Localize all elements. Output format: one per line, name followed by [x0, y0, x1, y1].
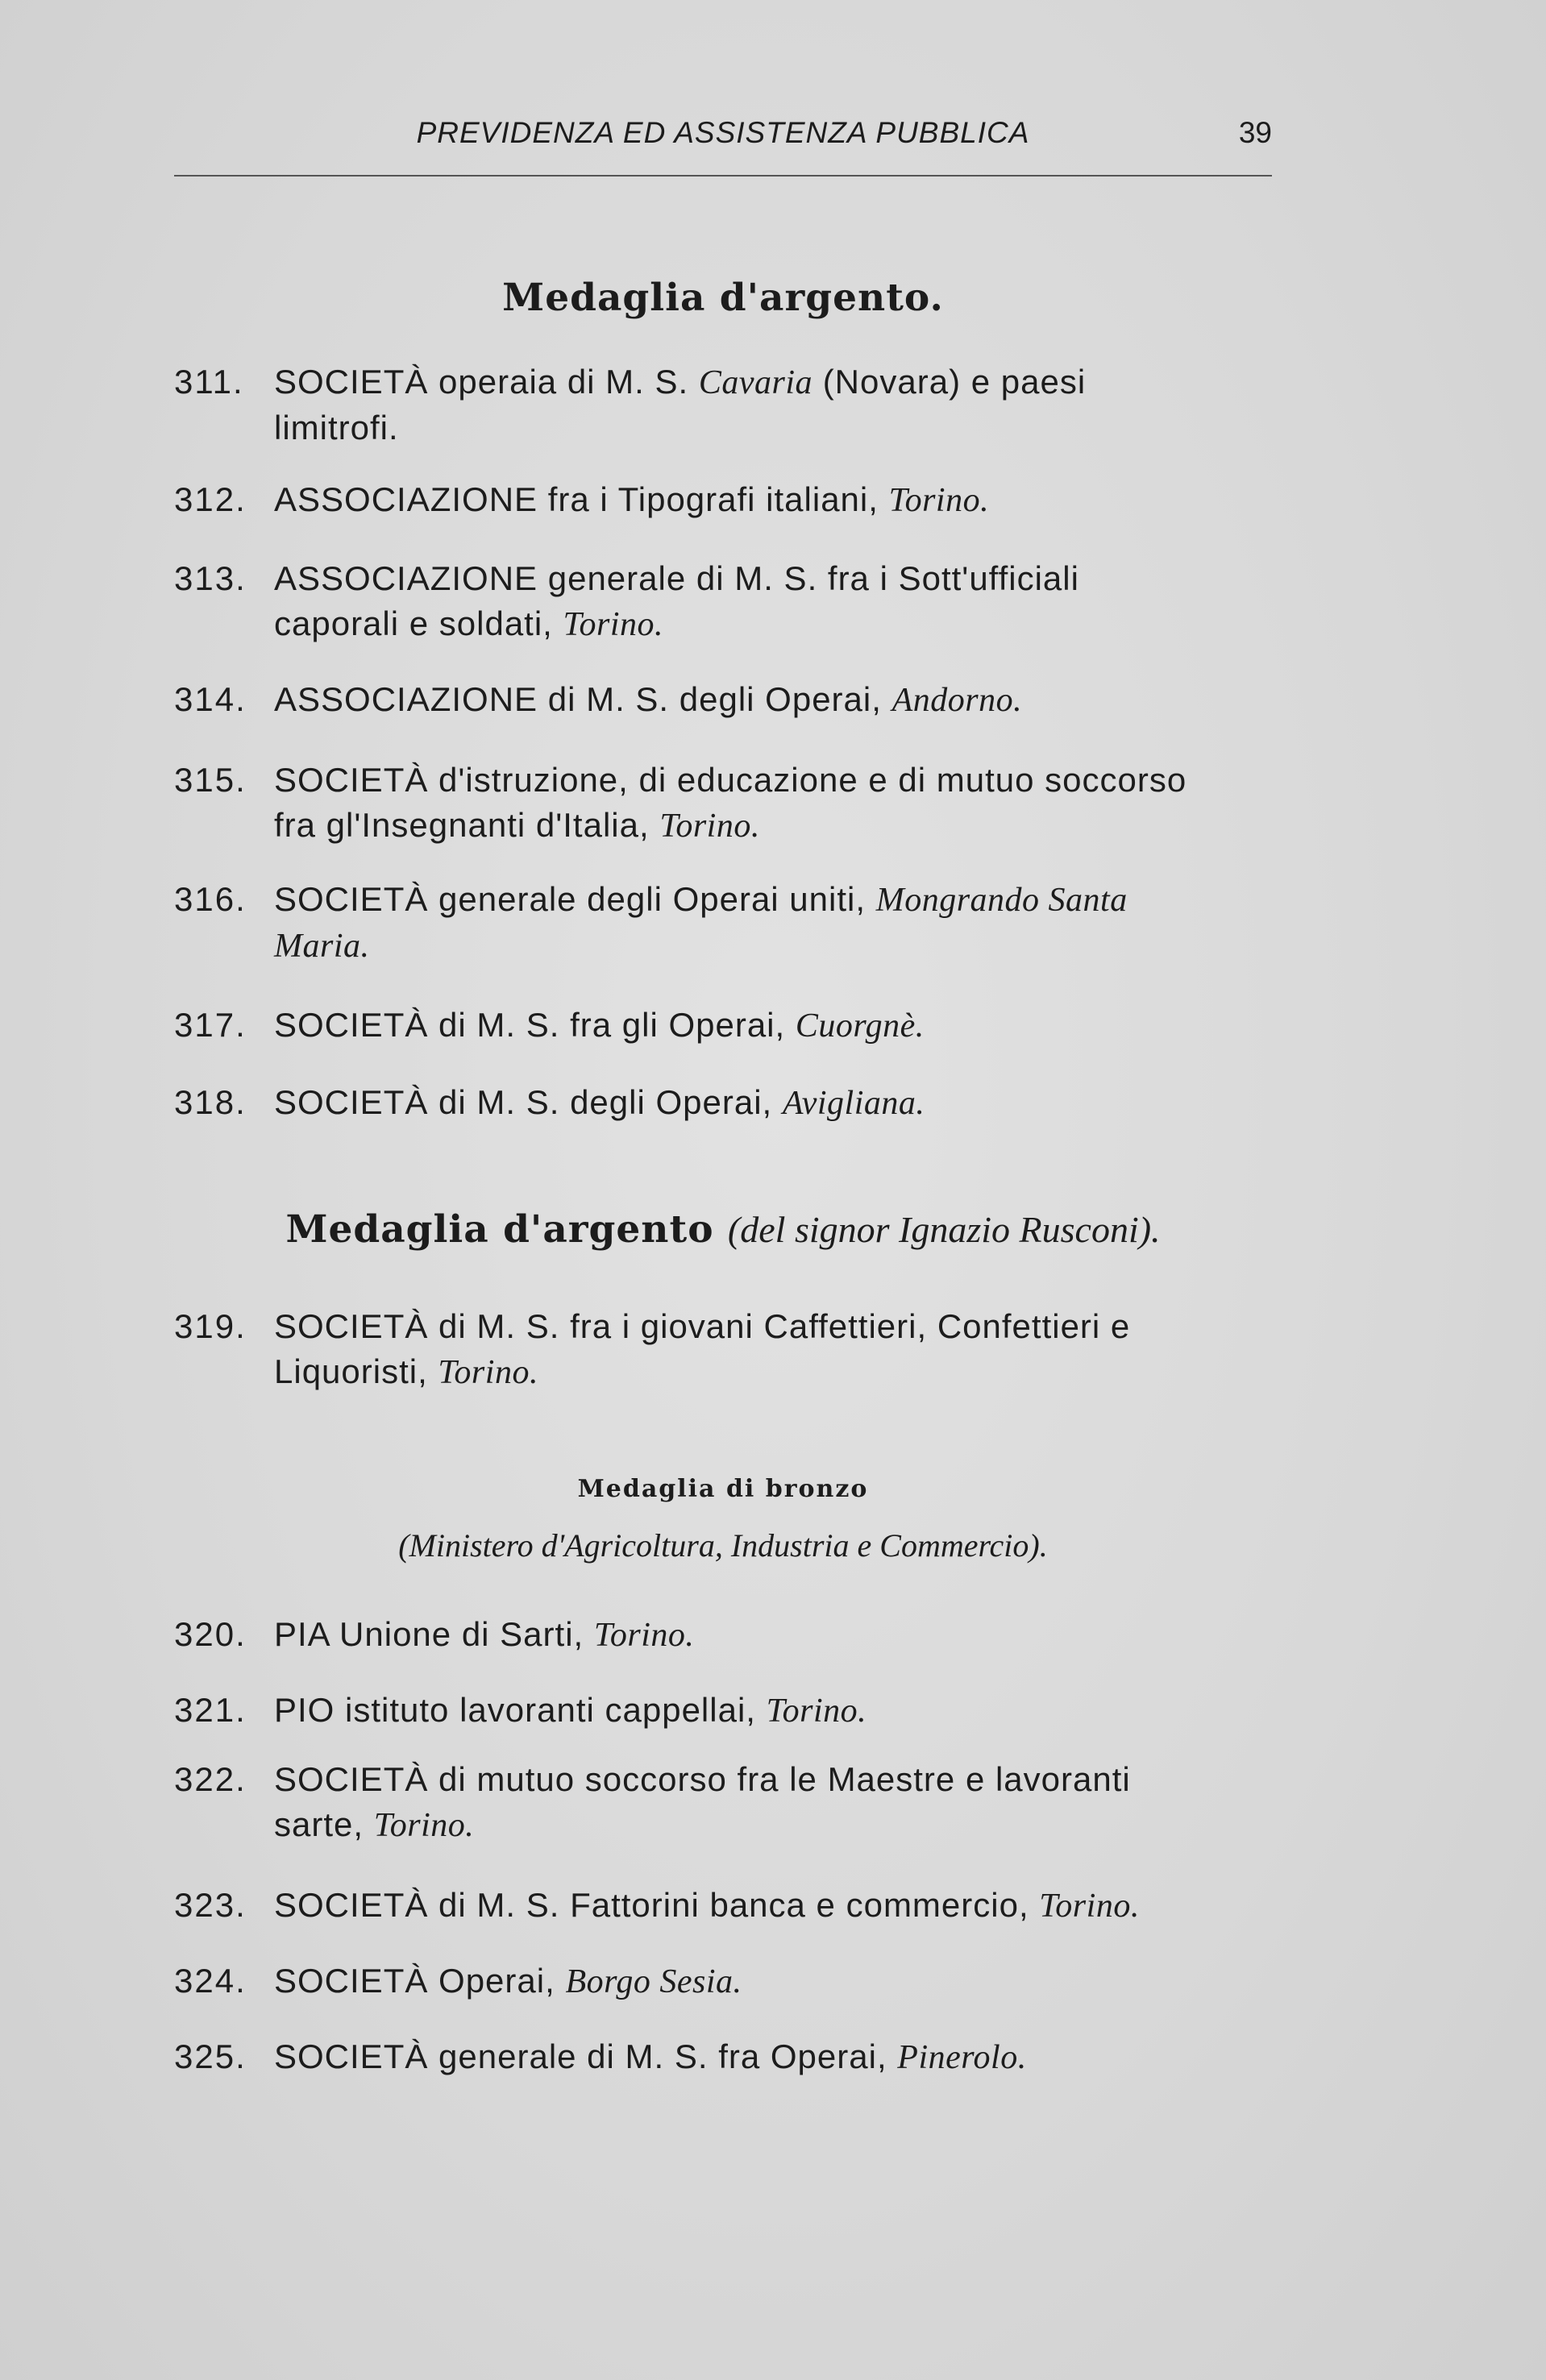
- entry-number: 321.: [174, 1691, 247, 1729]
- entry-place: Cavaria: [698, 364, 813, 401]
- entry-text: SOCIETÀ di M. S. fra gli Operai,: [274, 1006, 796, 1044]
- entry-text: SOCIETÀ di M. S. degli Operai,: [274, 1083, 783, 1121]
- entry-text: SOCIETÀ d'istruzione, di educazione e di mutuo soccorso: [274, 761, 1187, 799]
- header-rule: [174, 175, 1272, 177]
- entry-number: 316.: [174, 880, 247, 918]
- entry-number: 317.: [174, 1006, 247, 1044]
- list-item: [174, 477, 1272, 523]
- section-heading-silver: Medaglia d'argento.: [502, 276, 944, 320]
- list-item: [174, 1688, 1272, 1734]
- entry-number: 315.: [174, 761, 247, 799]
- entry-number: 311.: [174, 363, 244, 401]
- entry-place: Avigliana.: [782, 1085, 925, 1122]
- list-item: [174, 1304, 1272, 1395]
- list-item: [174, 1080, 1272, 1126]
- entry-place: Torino.: [1039, 1888, 1140, 1925]
- entry-place: Mongrando Santa: [875, 882, 1128, 919]
- entry-text: SOCIETÀ generale di M. S. fra Operai,: [274, 2037, 898, 2075]
- running-header: [174, 113, 1272, 161]
- entry-number: 325.: [174, 2037, 247, 2075]
- entry-text: SOCIETÀ di M. S. fra i giovani Caffettieri, Confettieri e: [274, 1307, 1131, 1345]
- list-item: [174, 677, 1272, 723]
- entry-place: Torino.: [563, 606, 664, 643]
- running-title: PREVIDENZA ED ASSISTENZA PUBBLICA: [416, 116, 1030, 149]
- entry-number: 313.: [174, 559, 247, 597]
- entry-text: (Novara) e paesi: [812, 363, 1087, 401]
- entry-text: fra gl'Insegnanti d'Italia,: [274, 806, 660, 844]
- entry-text: Liquoristi,: [274, 1352, 438, 1390]
- list-item: [174, 556, 1272, 647]
- entry-place: Cuorgnè.: [795, 1007, 925, 1045]
- list-item: [174, 2034, 1272, 2080]
- entry-number: 314.: [174, 680, 247, 718]
- entry-text: caporali e soldati,: [274, 604, 563, 642]
- entry-number: 323.: [174, 1886, 247, 1924]
- entry-text: limitrofi.: [274, 409, 399, 447]
- list-item: [174, 1612, 1272, 1658]
- entry-place: Andorno.: [891, 682, 1023, 719]
- entry-number: 312.: [174, 480, 247, 518]
- entry-place: Torino.: [888, 482, 990, 519]
- entry-place: Torino.: [373, 1807, 475, 1844]
- section-heading-bronze: Medaglia di bronzo: [577, 1475, 869, 1503]
- page-number: 39: [1238, 116, 1272, 149]
- entry-place: Torino.: [438, 1354, 538, 1391]
- section-heading-silver-rusconi: [174, 1207, 1272, 1252]
- list-item: [174, 359, 1272, 451]
- entry-text: sarte,: [274, 1805, 374, 1843]
- entry-text: SOCIETÀ operaia di M. S.: [274, 363, 699, 401]
- entry-number: 322.: [174, 1760, 247, 1798]
- entry-text: ASSOCIAZIONE fra i Tipografi italiani,: [274, 480, 889, 518]
- entry-number: 324.: [174, 1962, 247, 2000]
- list-item: [174, 758, 1272, 849]
- section-heading-note: (del signor Ignazio Rusconi).: [727, 1209, 1161, 1250]
- entry-place: Borgo Sesia.: [565, 1963, 742, 2000]
- entry-number: 319.: [174, 1307, 247, 1345]
- list-item: [174, 1958, 1272, 2004]
- entry-place: Torino.: [593, 1617, 695, 1654]
- entry-text: ASSOCIAZIONE di M. S. degli Operai,: [274, 680, 892, 718]
- entry-place: Pinerolo.: [897, 2039, 1027, 2076]
- entry-number: 318.: [174, 1083, 247, 1121]
- entry-text: SOCIETÀ di mutuo soccorso fra le Maestre e lavoranti: [274, 1760, 1131, 1798]
- list-item: [174, 1003, 1272, 1049]
- list-item: [174, 1757, 1272, 1848]
- entry-text: PIA Unione di Sarti,: [274, 1615, 594, 1653]
- entry-place: Torino.: [659, 808, 760, 845]
- section-subheading: (Ministero d'Agricoltura, Industria e Commercio).: [398, 1527, 1048, 1564]
- list-item: [174, 877, 1272, 969]
- entry-text: SOCIETÀ di M. S. Fattorini banca e commercio,: [274, 1886, 1040, 1924]
- entry-text: SOCIETÀ generale degli Operai uniti,: [274, 880, 876, 918]
- entry-text: SOCIETÀ Operai,: [274, 1962, 566, 2000]
- list-item: [174, 1883, 1272, 1929]
- entry-place: Torino.: [766, 1693, 867, 1730]
- entry-text: ASSOCIAZIONE generale di M. S. fra i Sott'ufficiali: [274, 559, 1079, 597]
- entry-number: 320.: [174, 1615, 247, 1653]
- entry-place: Maria.: [274, 928, 370, 965]
- entry-text: PIO istituto lavoranti cappellai,: [274, 1691, 767, 1729]
- section-heading-text: Medaglia d'argento: [285, 1207, 714, 1252]
